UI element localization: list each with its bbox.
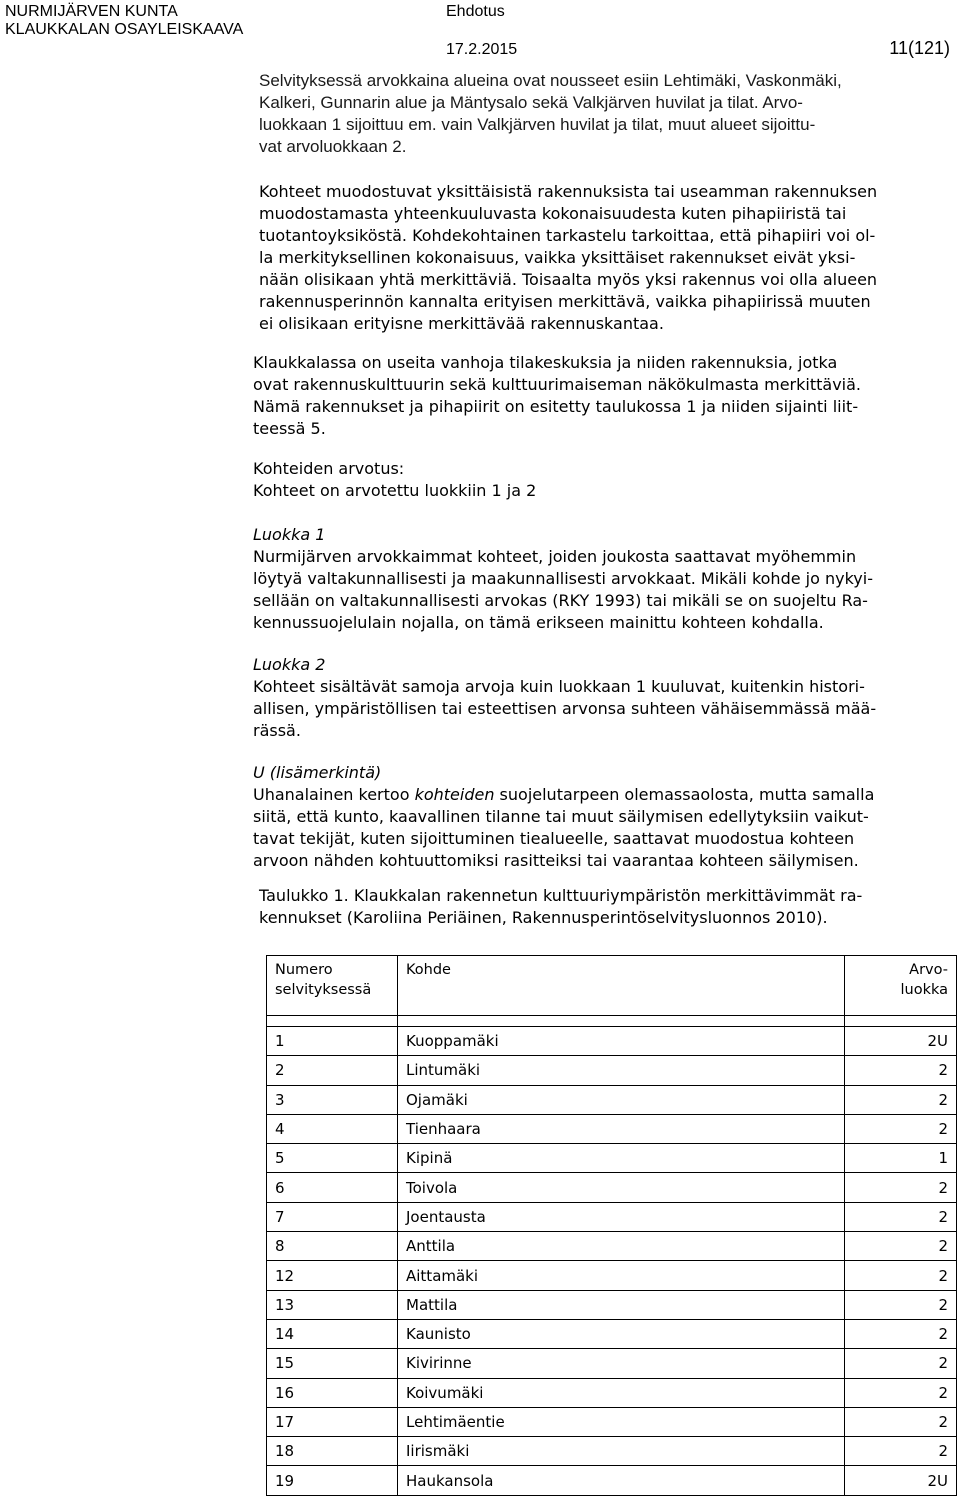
cell-name: Toivola: [398, 1173, 845, 1202]
table-row: [267, 1319, 957, 1348]
table-row: [267, 1085, 957, 1114]
cell-name: Joentausta: [398, 1202, 845, 1231]
table-row: [267, 1261, 957, 1290]
table-header-row: [267, 956, 957, 1016]
paragraph-class-2: Luokka 2 Kohteet sisältävät samoja arvoja kuin luokkaan 1 kuuluvat, kuitenkin histori- allisen, ympäristöllisen tai esteettisen arvonsa suhteen vähäisemmässä mää- rässä.: [253, 654, 951, 742]
cell-name: Lintumäki: [398, 1056, 845, 1085]
cell-class: 2: [845, 1173, 957, 1202]
header-arvoluokka: Arvo- luokka: [845, 956, 957, 1016]
cell-name: Aittamäki: [398, 1261, 845, 1290]
table-row: [267, 1144, 957, 1173]
cell-class: 2: [845, 1319, 957, 1348]
table-row: [267, 1437, 957, 1466]
cell-number: 2: [267, 1056, 398, 1085]
organization-name: NURMIJÄRVEN KUNTA: [5, 3, 178, 20]
cell-name: Anttila: [398, 1232, 845, 1261]
cell-number: 4: [267, 1114, 398, 1143]
cell-class: 2: [845, 1085, 957, 1114]
cell-name: Ojamäki: [398, 1085, 845, 1114]
cell-name: Kipinä: [398, 1144, 845, 1173]
document-status: Ehdotus: [446, 3, 505, 20]
cell-class: 2: [845, 1378, 957, 1407]
plan-name: KLAUKKALAN OSAYLEISKAAVA: [5, 21, 244, 38]
page-number: 11(121): [889, 38, 950, 58]
table-row: [267, 1290, 957, 1319]
table-row: [267, 1027, 957, 1056]
cell-number: 16: [267, 1378, 398, 1407]
cell-class: 2: [845, 1114, 957, 1143]
u-note-title: U (lisämerkintä): [253, 763, 382, 782]
cell-name: Kaunisto: [398, 1319, 845, 1348]
paragraph-farm-centres: Klaukkalassa on useita vanhoja tilakeskuksia ja niiden rakennuksia, jotka ovat rakennuskulttuurin sekä kulttuurimaiseman näkökulmasta merkittäviä. Nämä rakennukset ja pihapiirit on esitetty taulukossa 1 ja niiden sijainti liit- teessä 5.: [253, 353, 861, 438]
table-row: [267, 1349, 957, 1378]
class-2-title: Luokka 2: [253, 655, 326, 674]
table-spacer-row: [267, 1016, 957, 1027]
cell-class: 2: [845, 1202, 957, 1231]
cell-number: 19: [267, 1466, 398, 1495]
cell-class: 2: [845, 1261, 957, 1290]
header-kohde: Kohde: [398, 956, 845, 1016]
cell-class: 2: [845, 1290, 957, 1319]
cell-number: 3: [267, 1085, 398, 1114]
paragraph-valuable-areas: Selvityksessä arvokkaina alueina ovat nousseet esiin Lehtimäki, Vaskonmäki, Kalkeri, Gunnarin alue ja Mäntysalo sekä Valkjärven huvilat ja tilat. Arvo- luokkaan 1 sijoittuu em. vain Valkjärven huvilat ja tilat, muut alueet sijoittu- vat arvoluokkaan 2.: [259, 71, 842, 156]
paragraph-class-1: Luokka 1 Nurmijärven arvokkaimmat kohteet, joiden joukosta saattavat myöhemmin löytyä valtakunnallisesti ja maakunnallisesti arvokkaat. Mikäli kohde jo nykyi- sellään on valtakunnallisesti arvokas (RKY 1993) tai mikäli se on suojeltu Ra- kennussuojelulain nojalla, on tämä erikseen mainittu kohteen kohdalla.: [253, 524, 951, 634]
class-1-title: Luokka 1: [253, 525, 326, 544]
cell-name: Kuoppamäki: [398, 1027, 845, 1056]
table-row: [267, 1232, 957, 1261]
cell-number: 12: [267, 1261, 398, 1290]
cell-number: 18: [267, 1437, 398, 1466]
document-date: 17.2.2015: [446, 41, 518, 58]
header-numero: Numero selvityksessä: [267, 956, 398, 1016]
table-row: [267, 1114, 957, 1143]
cell-number: 7: [267, 1202, 398, 1231]
cell-class: 2: [845, 1349, 957, 1378]
paragraph-site-composition: Kohteet muodostuvat yksittäisistä rakennuksista tai useamman rakennuksen muodostamasta yhteenkuuluvasta kokonaisuudesta kuten pihapiiristä tai tuotantoyksiköstä. Kohdekohtainen tarkastelu tarkoittaa, että pihapiiri voi ol- la merkityksellinen kokonaisuus, vaikka yksittäiset rakennukset eivät yksi- nään olisikaan yhtä merkittäviä. Toisaalta myös yksi rakennus voi olla alueen rakennusperinnön kannalta erityisen merkittävä, vaikka pihapiirissä muuten ei olisikaan erityisne merkittävää rakennuskantaa.: [259, 182, 878, 333]
cell-class: 2U: [845, 1027, 957, 1056]
cell-name: Kivirinne: [398, 1349, 845, 1378]
cell-number: 1: [267, 1027, 398, 1056]
buildings-table: [266, 955, 957, 1496]
table-row: [267, 1202, 957, 1231]
cell-number: 13: [267, 1290, 398, 1319]
cell-class: 2: [845, 1437, 957, 1466]
cell-name: Mattila: [398, 1290, 845, 1319]
cell-number: 17: [267, 1407, 398, 1436]
cell-class: 2U: [845, 1466, 957, 1495]
paragraph-u-note: U (lisämerkintä) Uhanalainen kertoo kohteiden suojelutarpeen olemassaolosta, mutta samalla siitä, että kunto, kaavallinen tilanne tai muut säilymisen edellytyksiin vaikut- tavat tekijät, kuten sijoittuminen tiealueelle, saattavat muodostua kohteen arvoon nähden kohtuuttomiksi rasitteiksi tai vaarantaa kohteen säilymisen.: [253, 762, 951, 872]
table-row: [267, 1407, 957, 1436]
cell-class: 1: [845, 1144, 957, 1173]
cell-name: Lehtimäentie: [398, 1407, 845, 1436]
table-row: [267, 1378, 957, 1407]
cell-class: 2: [845, 1407, 957, 1436]
cell-name: Iirismäki: [398, 1437, 845, 1466]
cell-class: 2: [845, 1056, 957, 1085]
paragraph-valuation: Kohteiden arvotus: Kohteet on arvotettu luokkiin 1 ja 2: [253, 459, 537, 500]
table-caption: Taulukko 1. Klaukkalan rakennetun kulttuuriympäristön merkittävimmät ra- kennukset (Karoliina Periäinen, Rakennusperintöselvitysluonnos 2010).: [259, 886, 863, 927]
cell-name: Koivumäki: [398, 1378, 845, 1407]
cell-number: 14: [267, 1319, 398, 1348]
table-row: [267, 1173, 957, 1202]
cell-name: Haukansola: [398, 1466, 845, 1495]
cell-number: 6: [267, 1173, 398, 1202]
cell-class: 2: [845, 1232, 957, 1261]
table-row: [267, 1466, 957, 1495]
cell-number: 5: [267, 1144, 398, 1173]
table-row: [267, 1056, 957, 1085]
cell-number: 15: [267, 1349, 398, 1378]
cell-name: Tienhaara: [398, 1114, 845, 1143]
cell-number: 8: [267, 1232, 398, 1261]
